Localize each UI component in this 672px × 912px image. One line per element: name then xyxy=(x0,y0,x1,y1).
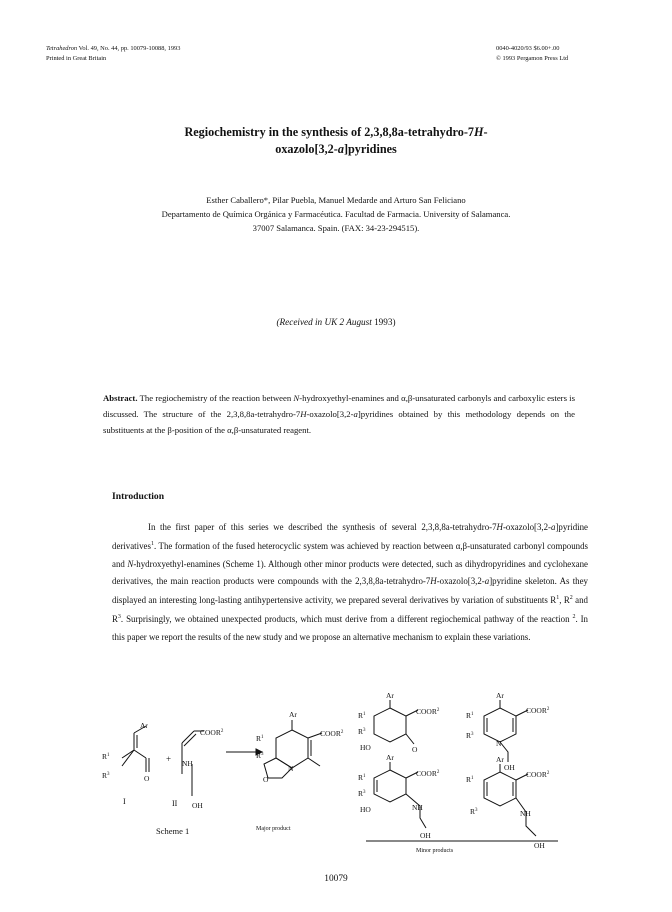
svg-text:OH: OH xyxy=(420,831,431,840)
affiliation: Departamento de Química Orgánica y Farmacéutica. Facultad de Farmacia. University of Salamanca. xyxy=(161,209,511,219)
svg-text:COOR2: COOR$^2$ xyxy=(416,769,440,778)
svg-text:R1: $R^1$ xyxy=(466,775,474,784)
svg-text:II: II xyxy=(172,799,178,808)
author-names: Esther Caballero*, Pilar Puebla, Manuel Medarde and Arturo San Feliciano xyxy=(206,195,466,205)
svg-text:R3: $R^3$ xyxy=(102,771,110,780)
journal-citation xyxy=(46,44,180,53)
compound-i xyxy=(102,721,150,806)
svg-text:R3: $R^3$ xyxy=(256,751,264,760)
svg-text:Ar: Ar xyxy=(496,755,504,764)
svg-text:R1: $R^1$ xyxy=(102,752,110,761)
svg-text:COOR2: COOR$^2$ xyxy=(320,729,344,738)
svg-text:COOR2: COOR$^2$ xyxy=(416,707,440,716)
svg-text:R1: $R^1$ xyxy=(358,773,366,782)
abstract-label: Abstract. xyxy=(103,393,138,403)
svg-text:R1: $R^1$ xyxy=(256,734,264,743)
page-number: 10079 xyxy=(324,874,348,884)
svg-text:R1: $R^1$ xyxy=(466,711,474,720)
section-heading-introduction: Introduction xyxy=(112,491,165,502)
svg-text:COOR2: COOR$^2$ xyxy=(200,728,224,737)
minor-product-c xyxy=(358,753,440,840)
citation-text: Vol. 49, No. 44, pp. 10079-10088, 1993 xyxy=(77,45,181,52)
minor-product-b xyxy=(466,691,550,772)
svg-text:COOR2: COOR$^2$ xyxy=(526,770,550,779)
svg-text:Ar: Ar xyxy=(289,710,297,719)
svg-text:Ar: Ar xyxy=(140,721,148,730)
svg-text:Ar: Ar xyxy=(386,691,394,700)
minor-caption: Minor products xyxy=(416,848,454,854)
svg-text:N: N xyxy=(288,764,294,773)
svg-text:NH: NH xyxy=(412,803,423,812)
svg-text:R3: $R^3$ xyxy=(358,727,366,736)
svg-text:N: N xyxy=(496,739,502,748)
svg-text:O: O xyxy=(144,774,150,783)
printed-in: Printed in Great Britain xyxy=(46,55,107,62)
svg-text:OH: OH xyxy=(192,801,203,810)
svg-text:OH: OH xyxy=(534,841,545,850)
svg-text:R3: $R^3$ xyxy=(358,789,366,798)
svg-text:R3: $R^3$ xyxy=(466,731,474,740)
abstract: Abstract. The regiochemistry of the reaction between N-hydroxyethyl-enamines and α,β-unsaturated carbonyls and carboxylic esters is discussed. The structure of the 2,3,8,8a-tetrahydro-7H-oxazolo[3,2-a]pyridines obtained by this methodology depends on the substituents at the β-position of the α,β-unsaturated reagent. xyxy=(103,393,576,435)
paper-title xyxy=(60,124,612,158)
svg-text:NH: NH xyxy=(520,809,531,818)
svg-text:O: O xyxy=(412,745,418,754)
address: 37007 Salamanca. Spain. (FAX: 34-23-294515). xyxy=(252,223,420,233)
copyright: © 1993 Pergamon Press Ltd xyxy=(496,55,569,62)
introduction-paragraph: In the first paper of this series we described the synthesis of several 2,3,8,8a-tetrahydro-7H-oxazolo[3,2-a]pyridine derivatives$^1$. The formation of the fused heterocyclic system was achieved by reaction between α,β-unsaturated carbonyl compounds and N-hydroxyethyl-enamines (Scheme 1). Although other minor products were detected, such as dihydropyridines and cyclohexane derivatives, the main reaction products were compounds with the 2,3,8,8a-tetrahydro-7H-oxazolo[3,2-a]pyridine skeleton. As they displayed an interesting long-lasting antihypertensive activity, we prepared several derivatives by variation of substituents $R^1$, $R^2$ and $R^3$. Surprisingly, we obtained unexpected products, which must derive from a different regiochemical pathway of the reaction $^2$. In this paper we report the results of the new study and we propose an alternative mechanism to explain these variations. xyxy=(112,522,588,642)
svg-text:R3: $R^3$ xyxy=(470,807,478,816)
scheme-caption: Scheme 1 xyxy=(156,826,190,836)
svg-text:O: O xyxy=(263,775,269,784)
svg-text:R1: $R^1$ xyxy=(358,711,366,720)
svg-text:COOR2: COOR$^2$ xyxy=(526,706,550,715)
article-code: 0040-4020/93 $6.00+.00 xyxy=(496,45,560,52)
author-block xyxy=(60,193,612,235)
svg-text:Ar: Ar xyxy=(386,753,394,762)
svg-text:I: I xyxy=(123,797,126,806)
svg-text:HO: HO xyxy=(360,805,371,814)
svg-text:NH: NH xyxy=(182,759,193,768)
major-product xyxy=(256,710,344,832)
major-caption: Major product xyxy=(256,826,291,832)
title-line-2: oxazolo[3,2-a]pyridines xyxy=(275,142,397,156)
journal-name: Tetrahedron xyxy=(46,45,78,52)
svg-text:OH: OH xyxy=(504,763,515,772)
received-date: (Received in UK 2 August 1993) xyxy=(276,317,396,327)
plus-sign: + xyxy=(166,754,172,764)
title-line-1: Regiochemistry in the synthesis of 2,3,8,8a-tetrahydro-7H- xyxy=(184,125,488,139)
svg-text:HO: HO xyxy=(360,743,371,752)
reaction-scheme xyxy=(80,688,600,860)
compound-ii xyxy=(172,728,224,810)
minor-product-a xyxy=(358,691,440,754)
svg-text:Ar: Ar xyxy=(496,691,504,700)
